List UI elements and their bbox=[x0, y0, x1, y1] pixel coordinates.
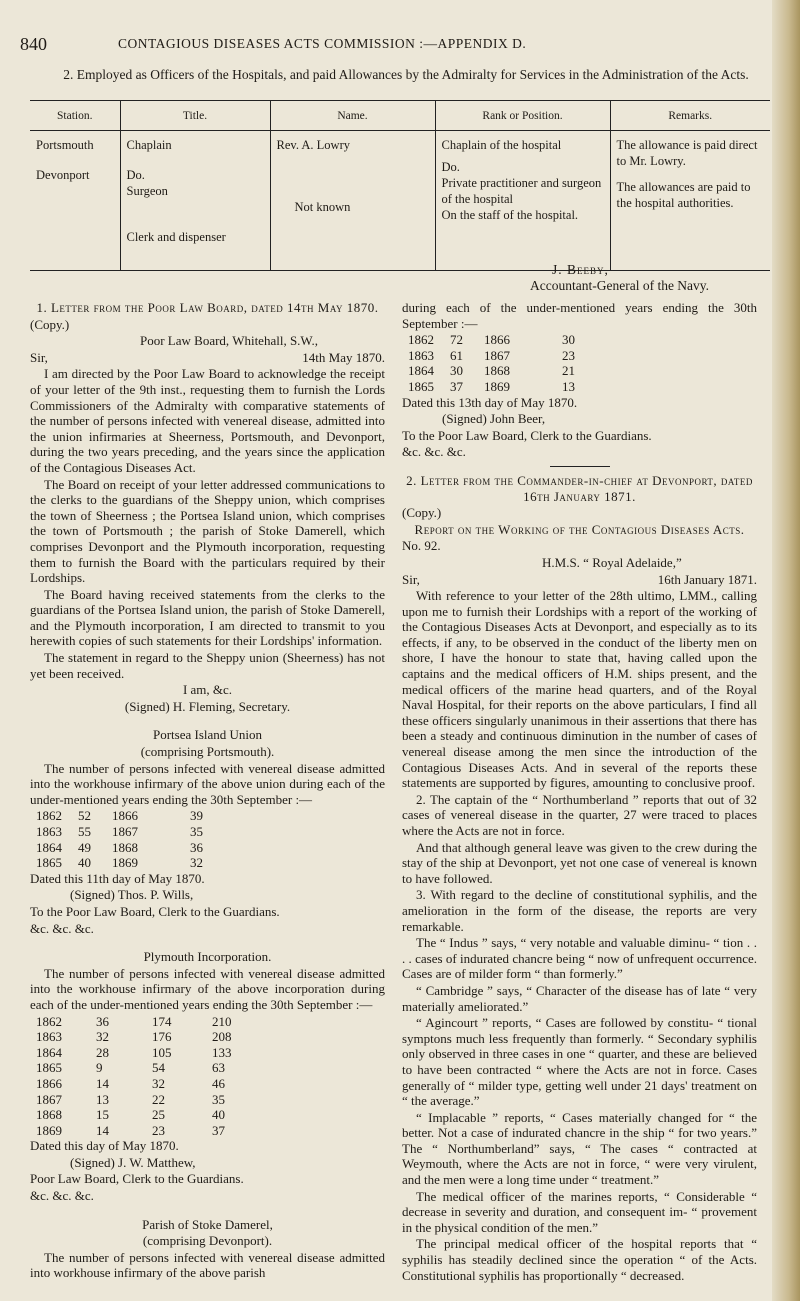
portsea-dated: Dated this 11th day of May 1870. bbox=[30, 870, 205, 886]
officers-table bbox=[30, 100, 770, 271]
letter1-para: The statement in regard to the Sheppy union (Sheerness) has not yet been received. bbox=[30, 650, 385, 681]
table-signature bbox=[420, 262, 760, 294]
year-row: 1862 36 174 210 bbox=[36, 1013, 232, 1029]
stoke-title: Parish of Stoke Damerel, bbox=[142, 1216, 273, 1232]
rank-private: Private practitioner and surgeon of the hospital bbox=[441, 176, 602, 206]
year-row: 1864 30 1868 21 bbox=[408, 363, 575, 379]
remark-hospital: The allowances are paid to the hospital authorities. bbox=[616, 180, 751, 210]
letter1-para: The Board having received statements from the clerks to the guardians of the Portsea Island union, the parish of Stoke Damerell, and the Plymouth incorporation, I am directed to transmit to you herewith copies of such statements for their Lordships' information. bbox=[30, 586, 385, 649]
col-name: Name. bbox=[270, 101, 435, 131]
stoke-para-cont: during each of the under-mentioned years ending the 30th September :— bbox=[402, 300, 757, 331]
letter2-report-title: Report on the Working of the Contagious Diseases Acts. bbox=[414, 521, 745, 537]
title-surgeon: Surgeon bbox=[126, 184, 168, 198]
year-row: 1862 52 1866 39 bbox=[36, 808, 203, 824]
rank-cell bbox=[435, 131, 610, 271]
letter1-salutation: Sir, bbox=[30, 349, 48, 365]
year-row: 1864 49 1868 36 bbox=[36, 839, 203, 855]
year-row: 1863 32 176 208 bbox=[36, 1029, 232, 1045]
title-chaplain: Chaplain bbox=[126, 138, 172, 152]
running-title: CONTAGIOUS DISEASES ACTS COMMISSION :—APPENDIX D. bbox=[118, 36, 527, 51]
letter2-copy: (Copy.) bbox=[402, 505, 442, 521]
page-number: 840 bbox=[20, 34, 47, 54]
plymouth-para: The number of persons infected with venereal disease admitted into the workhouse infirmary of the above incorporation during each of the under-mentioned years ending the 30th September :— bbox=[30, 965, 385, 1012]
letter1-para: I am directed by the Poor Law Board to acknowledge the receipt of your letter of the 9th inst., requesting them to furnish the Lords Commissioners of the Admiralty with comparative statements of the number of persons infected with venereal disease, admitted into the union infirmaries at Sheerness, Portsmouth, and Devonport, during the two years preceding, and the years since the application of the Contagious Diseases Act. bbox=[30, 366, 385, 475]
table-row bbox=[30, 131, 770, 271]
station-devonport: Devonport bbox=[36, 168, 90, 182]
portsea-para: The number of persons infected with venereal disease admitted into the workhouse infirmary of the above union during each of the under-mentioned years ending the 30th September :— bbox=[30, 760, 385, 807]
letter1-close: I am, &c. bbox=[182, 682, 233, 698]
col-rank: Rank or Position. bbox=[435, 101, 610, 131]
col-station: Station. bbox=[30, 101, 120, 131]
year-row: 1865 37 1869 13 bbox=[408, 378, 575, 394]
year-row: 1863 55 1867 35 bbox=[36, 824, 203, 839]
title-cell bbox=[120, 131, 270, 271]
year-row: 1868 15 25 40 bbox=[36, 1107, 225, 1123]
remark-direct: The allowance is paid direct to Mr. Lowry. bbox=[616, 138, 758, 168]
plymouth-year-table bbox=[30, 1014, 385, 1139]
year-row: 1867 13 22 35 bbox=[36, 1091, 225, 1107]
portsea-to: To the Poor Law Board, Clerk to the Guardians. bbox=[30, 903, 280, 919]
letter2-para: With reference to your letter of the 28th ultimo, LMM., calling upon me to furnish their Lordships with a report of the working of the Contagious Diseases Acts at Devonport, and especially as to its effects, if any, to be observed in the conduct of the liberty men on shore, I have the honour to state that, having called upon the captains and the medical officers of H.M. ships present, and the medical officers of the marine head quarters, and of the Royal Naval Hospital, for their reports on the above particulars, I find all these officers singularly unanimous in their assertions that there has been a steady and continuous diminution in the number of cases of venereal disease among the men since the introduction of the Contagious Diseases Acts. And in several of the reports these statements are supported by figures, amounting to conclusive proof. bbox=[402, 588, 757, 791]
letter2-heading: 2. Letter from the Commander-in-chief at Devonport, dated 16th January 1871. bbox=[406, 472, 753, 504]
letter2-salutation: Sir, bbox=[402, 571, 420, 587]
plymouth-signed: (Signed) J. W. Matthew, bbox=[70, 1154, 196, 1170]
plymouth-etc: &c. &c. &c. bbox=[30, 1188, 94, 1204]
letter2-para: “ Cambridge ” says, “ Character of the disease has of late “ very materially ameliorated.” bbox=[402, 982, 757, 1014]
letter2-number: No. 92. bbox=[402, 538, 441, 554]
stoke-to: To the Poor Law Board, Clerk to the Guardians. bbox=[402, 427, 652, 443]
year-row: 1865 40 1869 32 bbox=[36, 855, 203, 871]
page-edge bbox=[772, 0, 800, 1301]
title-do: Do. bbox=[126, 168, 145, 182]
plymouth-to: Poor Law Board, Clerk to the Guardians. bbox=[30, 1171, 244, 1187]
rank-do: Do. bbox=[441, 160, 460, 174]
letter2-para: And that although general leave was given to the crew during the stay of the ship at Devonport, yet not one case of venereal is known to have followed. bbox=[402, 839, 757, 886]
letter2-para: The “ Indus ” says, “ very notable and valuable diminu- “ tion . . . . cases of indurated chancre being “ now of unfrequent occurrence. Cases are of milder form “ than formerly.” bbox=[402, 935, 757, 982]
divider bbox=[550, 466, 610, 467]
letter2-ship: H.M.S. “ Royal Adelaide,” bbox=[542, 554, 682, 570]
letter1-heading: 1. Letter from the Poor Law Board, dated 14th May 1870. bbox=[36, 300, 379, 315]
year-row: 1865 9 54 63 bbox=[36, 1060, 225, 1076]
right-column bbox=[402, 300, 757, 1284]
station-cell bbox=[30, 131, 120, 271]
rank-chaplain: Chaplain of the hospital bbox=[441, 138, 562, 152]
left-column bbox=[30, 300, 385, 1282]
letter1-signed: (Signed) H. Fleming, Secretary. bbox=[124, 698, 291, 714]
name-not-known: Not known bbox=[294, 200, 351, 214]
section-intro: 2. Employed as Officers of the Hospitals, and paid Allowances by the Admiralty for Services in the Administration of the Acts. bbox=[63, 67, 749, 82]
name-cell bbox=[270, 131, 435, 271]
station-portsmouth: Portsmouth bbox=[36, 138, 94, 152]
letter1-copy: (Copy.) bbox=[30, 316, 70, 332]
letter1-address: Poor Law Board, Whitehall, S.W., bbox=[140, 333, 319, 349]
letter2-para: “ Agincourt ” reports, “ Cases are followed by constitu- “ tional symptons much less frequently than formerly. “ Secondary syphilis only observed in three cases in one “ quarter, and these are believed to have been contracted “ where the Acts are not in force. Cases generally of “ milder type, getting well under 21 days' treatment on “ the average.” bbox=[402, 1015, 757, 1109]
stoke-year-table bbox=[402, 332, 757, 394]
title-clerk: Clerk and dispenser bbox=[126, 230, 226, 244]
portsea-signed: (Signed) Thos. P. Wills, bbox=[70, 887, 194, 903]
letter1-date: 14th May 1870. bbox=[302, 349, 385, 365]
year-row: 1862 72 1866 30 bbox=[408, 332, 575, 348]
plymouth-dated: Dated this day of May 1870. bbox=[30, 1138, 179, 1154]
name-lowry: Rev. A. Lowry bbox=[276, 138, 350, 152]
remarks-cell bbox=[610, 131, 770, 271]
portsea-year-table bbox=[30, 808, 385, 870]
year-row: 1869 14 23 37 bbox=[36, 1122, 225, 1138]
col-title: Title. bbox=[120, 101, 270, 131]
signature-name: J. Beeby, bbox=[552, 262, 609, 277]
stoke-para: The number of persons infected with venereal disease admitted into workhouse infirmary of the above parish bbox=[30, 1249, 385, 1281]
letter2-para: 3. With regard to the decline of constitutional syphilis, and the amelioration in the form of the disease, the reports are very remarkable. bbox=[402, 887, 757, 934]
portsea-etc: &c. &c. &c. bbox=[30, 920, 94, 936]
letter2-para: “ Implacable ” reports, “ Cases materially changed for “ the better. Not a case of indurated chancre in the ship “ for two years.” The “ Northumberland” says, “ The cases “ contracted at Weymouth, where the Acts are not in force, “ were very virulent, and the men were a long time under “ treatment.” bbox=[402, 1109, 757, 1188]
portsea-title: Portsea Island Union bbox=[152, 727, 263, 743]
letter2-para: The principal medical officer of the hospital reports that “ syphilis has steadily declined since the operation “ of the Acts. Constitutional syphilis has proportionally “ decreased. bbox=[402, 1236, 757, 1283]
stoke-etc: &c. &c. &c. bbox=[402, 444, 466, 460]
stoke-dated: Dated this 13th day of May 1870. bbox=[402, 394, 578, 410]
letter2-para: The medical officer of the marines reports, “ Considerable “ decrease in severity and duration, and consequent im- “ provement in the physical condition of the men.” bbox=[402, 1188, 757, 1235]
stoke-signed: (Signed) John Beer, bbox=[442, 411, 546, 427]
letter2-date: 16th January 1871. bbox=[657, 571, 757, 587]
col-remarks: Remarks. bbox=[610, 101, 770, 131]
letter1-para: The Board on receipt of your letter addressed communications to the clerks to the guardians of the Sheppy union, which comprises the town of Sheerness ; the Portsea Island union, which comprises the town of Portsmouth ; the parish of Stoke Damerell, which comprises Devonport and the Plymouth incorporation, requesting them to furnish the Board with the particulars required by their Lordships. bbox=[30, 476, 385, 586]
year-row: 1866 14 32 46 bbox=[36, 1075, 225, 1091]
year-row: 1864 28 105 133 bbox=[36, 1044, 232, 1060]
rank-staff: On the staff of the hospital. bbox=[441, 208, 579, 222]
table-header-row bbox=[30, 101, 770, 131]
year-row: 1863 61 1867 23 bbox=[408, 347, 575, 363]
stoke-subtitle: (comprising Devonport). bbox=[142, 1233, 273, 1249]
portsea-subtitle: (comprising Portsmouth). bbox=[140, 744, 275, 760]
plymouth-title: Plymouth Incorporation. bbox=[143, 949, 272, 965]
signature-title: Accountant-General of the Navy. bbox=[530, 278, 710, 293]
letter2-para: 2. The captain of the “ Northumberland ” reports that out of 32 cases of venereal disease in the quarter, 27 were traced to places where the Acts are not in force. bbox=[402, 791, 757, 838]
